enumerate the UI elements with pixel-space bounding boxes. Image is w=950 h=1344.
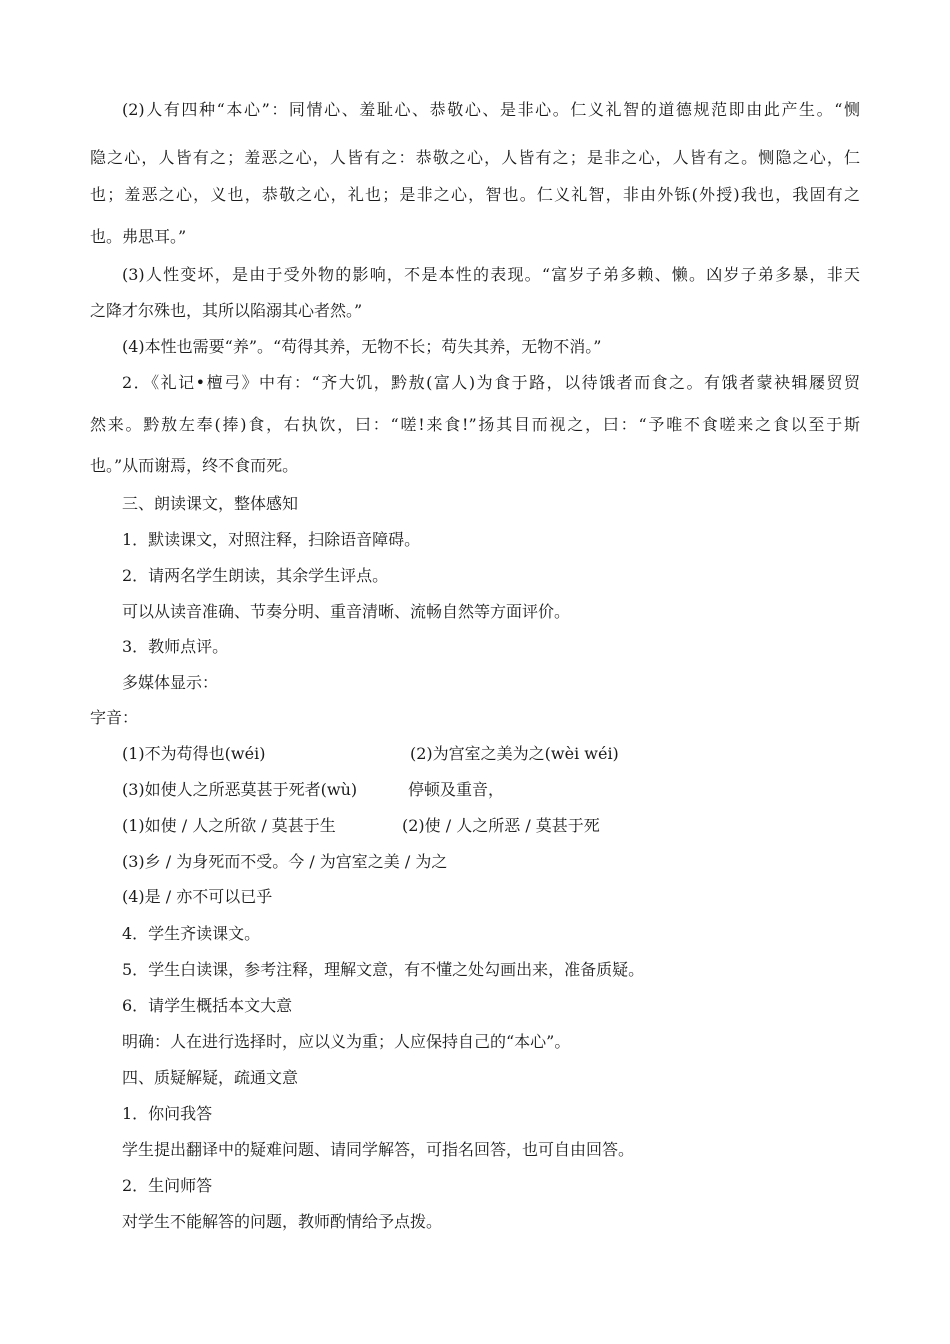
list-item: 可以从读音准确、节奏分明、重音清晰、流畅自然等方面评价。	[122, 602, 571, 621]
liji-line-3: 也。”从而谢焉，终不食而死。	[90, 456, 299, 475]
list-item: 学生提出翻译中的疑难问题、请同学解答，可指名回答，也可自由回答。	[122, 1140, 635, 1159]
list-item: 4．学生齐读课文。	[122, 924, 261, 943]
pause-heading: 停顿及重音，	[408, 780, 505, 799]
para-2-line-4: 也。弗思耳。”	[90, 227, 187, 246]
pronunciation-label: 字音：	[90, 708, 139, 727]
para-3-line-2: 之降才尔殊也，其所以陷溺其心者然。”	[90, 301, 363, 320]
section-heading-4: 四、质疑解疑，疏通文意	[122, 1068, 299, 1087]
para-4-line-1: (4)本性也需要“养”。“苟得其养，无物不长；苟失其养，无物不消。”	[122, 337, 602, 356]
para-2-line-2: 隐之心，人皆有之；羞恶之心，人皆有之：恭敬之心，人皆有之；是非之心，人皆有之。恻隐之心，仁	[90, 148, 860, 167]
list-item: 2．请两名学生朗读，其余学生评点。	[122, 566, 389, 585]
liji-line-1: 2．《礼记•檀弓》中有：“齐大饥，黔敖(富人)为食于路，以待饿者而食之。有饿者蒙袂辑屦贸贸	[122, 373, 860, 392]
para-2-line-1: (2)人有四种“本心”：同情心、羞耻心、恭敬心、是非心。仁义礼智的道德规范即由此产生。“恻	[122, 100, 860, 119]
list-item: 3．教师点评。	[122, 637, 229, 656]
pause-item: (3)乡 / 为身死而不受。今 / 为宫室之美 / 为之	[122, 852, 448, 871]
list-item: 明确：人在进行选择时，应以义为重；人应保持自己的“本心”。	[122, 1032, 571, 1051]
liji-line-2: 然来。黔敖左奉(捧)食，右执饮，曰：“嗟!来食!”扬其目而视之，曰：“予唯不食嗟来之食以至于斯	[90, 415, 860, 434]
pronunciation-item: (1)不为苟得也(wéi)	[122, 744, 266, 763]
para-2-line-3: 也；羞恶之心，义也，恭敬之心，礼也；是非之心，智也。仁义礼智，非由外铄(外授)我也，我固有之	[90, 185, 860, 204]
section-heading-3: 三、朗读课文，整体感知	[122, 494, 299, 513]
list-item: 5．学生白读课，参考注释，理解文意，有不懂之处勾画出来，准备质疑。	[122, 960, 645, 979]
pronunciation-item: (3)如使人之所恶莫甚于死者(wù)	[122, 780, 358, 799]
list-item: 多媒体显示：	[122, 673, 219, 692]
list-item: 2．生问师答	[122, 1176, 213, 1195]
list-item: 6．请学生概括本文大意	[122, 996, 293, 1015]
pause-item: (4)是 / 亦不可以已乎	[122, 887, 273, 906]
pause-item: (1)如使 / 人之所欲 / 莫甚于生	[122, 816, 336, 835]
para-3-line-1: (3)人性变坏，是由于受外物的影响，不是本性的表现。“富岁子弟多赖、懒。凶岁子弟多暴，非天	[122, 265, 860, 284]
pause-item: (2)使 / 人之所恶 / 莫甚于死	[402, 816, 600, 835]
pronunciation-item: (2)为宫室之美为之(wèi wéi)	[410, 744, 619, 763]
list-item: 1．默读课文，对照注释，扫除语音障碍。	[122, 530, 421, 549]
list-item: 对学生不能解答的问题，教师酌情给予点拨。	[122, 1212, 443, 1231]
list-item: 1．你问我答	[122, 1104, 213, 1123]
